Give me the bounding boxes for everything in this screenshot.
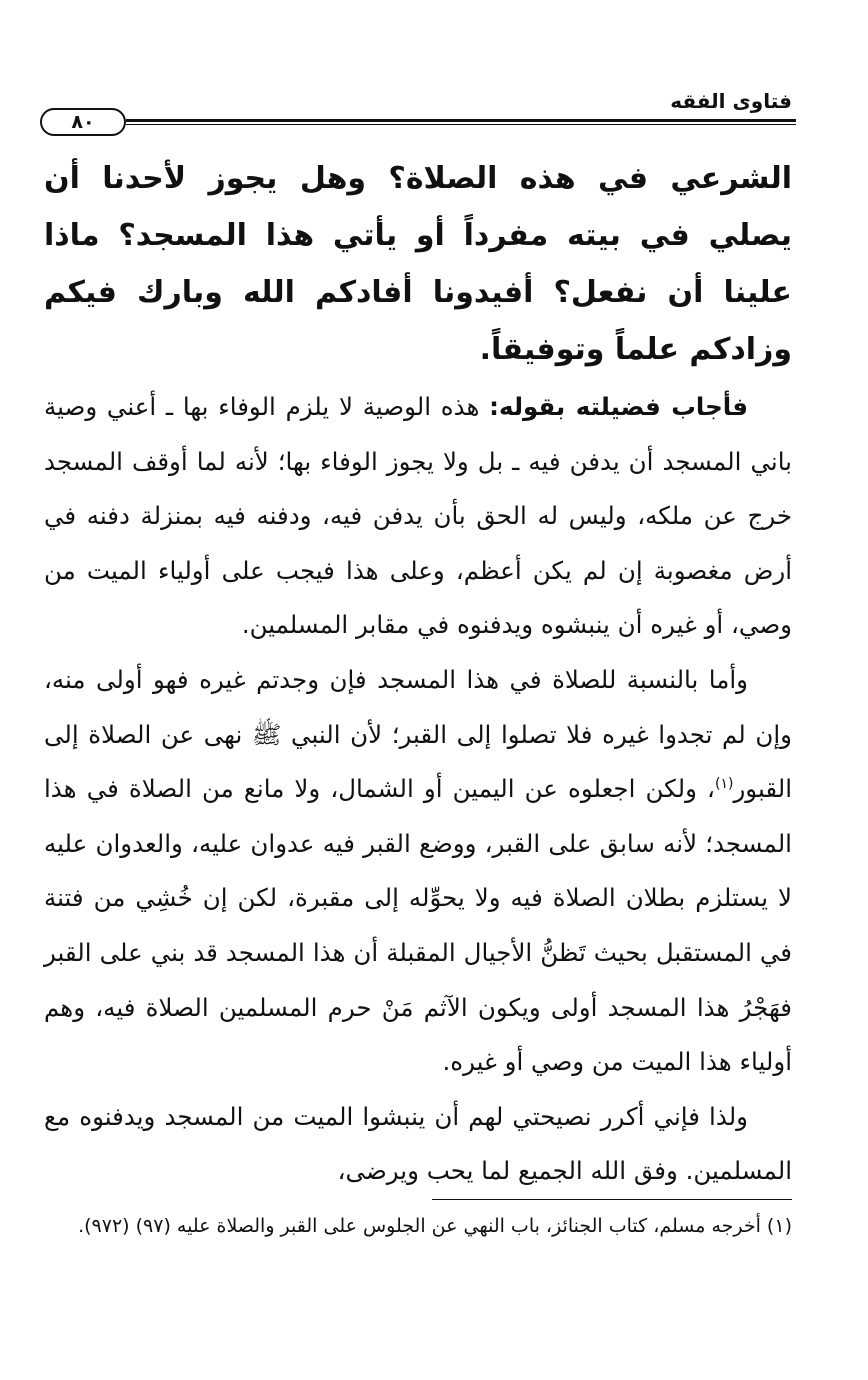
answer-paragraph-2 (44, 653, 792, 1090)
footnote-marker: (١) (714, 776, 734, 792)
answer-text-1: هذه الوصية لا يلزم الوفاء بها ـ أعني وصية باني المسجد أن يدفن فيه ـ بل ولا يجوز الوفاء بها؛ لأنه لما أوقف المسجد خرج عن ملكه، وليس له الحق بأن يدفن فيه، ودفنه فيه بمنزلة دفنه في أرض مغصوبة إن لم يكن أعظم، وعلى هذا فيجب على أولياء الميت من وصي، أو غيره أن ينبشوه ويدفنوه في مقابر المسلمين. (44, 392, 792, 640)
question-paragraph: الشرعي في هذه الصلاة؟ وهل يجوز لأحدنا أن يصلي في بيته مفرداً أو يأتي هذا المسجد؟ ماذا علينا أن نفعل؟ أفيدونا أفادكم الله وبارك فيكم وزادكم علماً وتوفيقاً. (44, 161, 792, 367)
answer-paragraph-3: ولذا فإني أكرر نصيحتي لهم أن ينبشوا الميت من المسجد ويدفنوه مع المسلمين. وفق الله الجميع لما يحب ويرضى، (44, 1101, 792, 1186)
answer-text-2b: ، ولكن اجعلوه عن اليمين أو الشمال، ولا مانع من الصلاة في هذا المسجد؛ لأنه سابق على القبر، ووضع القبر فيه عدوان عليه، والعدوان عليه لا يستلزم بطلان الصلاة فيه ولا يحوِّله إلى مقبرة، لكن إن خُشِي من فتنة في المستقبل بحيث تَظنُّ الأجيال المقبلة أن هذا المسجد قد بني على القبر فهَجْرُ هذا المسجد أولى ويكون الآثم مَنْ حرم المسلمين الصلاة فيه، وهم أولياء هذا الميت من وصي أو غيره. (44, 774, 792, 1077)
answer-lead: فأجاب فضيلته بقوله: (489, 392, 748, 421)
main-text (44, 150, 792, 1199)
header-rule-thin (126, 124, 796, 125)
running-header (40, 88, 796, 133)
answer-paragraph-1 (44, 380, 792, 653)
footnote: (١) أخرجه مسلم، كتاب الجنائز، باب النهي عن الجلوس على القبر والصلاة عليه (٩٧) (٩٧٢). (78, 1215, 792, 1237)
footnote-divider (432, 1199, 792, 1200)
page-number: ٨٠ (40, 108, 126, 136)
answer-text-2a: وأما بالنسبة للصلاة في هذا المسجد فإن وجدتم غيره فهو أولى منه، وإن لم تجدوا غيره فلا تصلوا إلى القبر؛ لأن النبي ﷺ نهى عن الصلاة إلى القبور (44, 664, 792, 804)
book-title: فتاوى الفقه (670, 89, 792, 113)
header-rule (126, 119, 796, 122)
